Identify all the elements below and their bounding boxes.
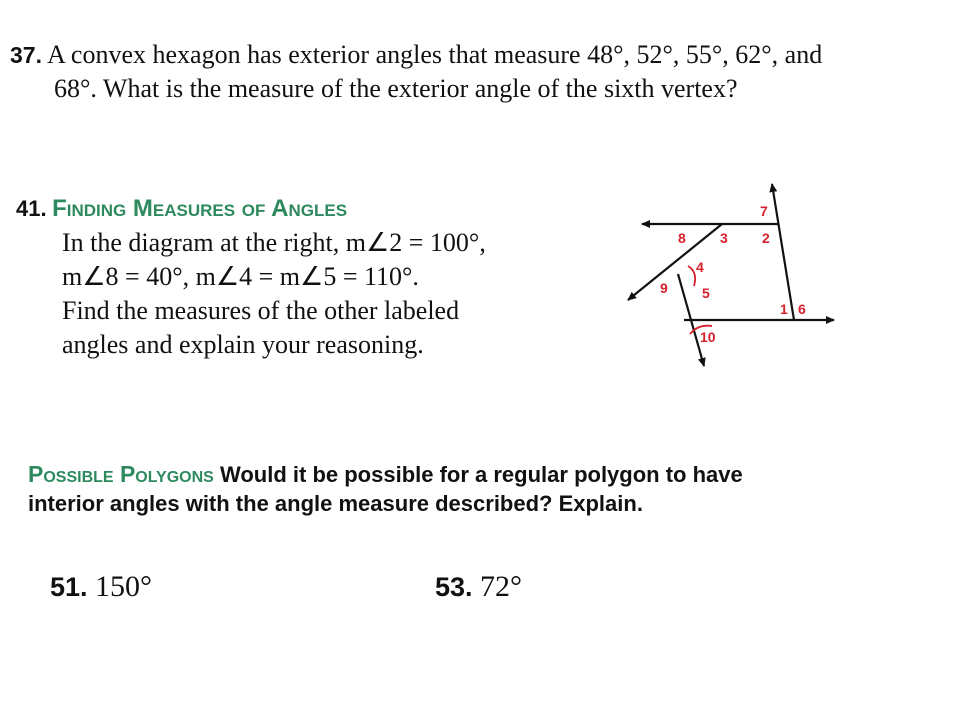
angle-label-2: 2 — [762, 230, 770, 246]
problem-text-line-2: m∠8 = 40°, m∠4 = m∠5 = 110°. — [62, 262, 419, 291]
angle-label-7: 7 — [760, 203, 768, 219]
problem-text-line-1: In the diagram at the right, m∠2 = 100°, — [62, 228, 486, 257]
angle-label-1: 1 — [780, 301, 788, 317]
problem-number: 37. — [10, 42, 42, 68]
right-line — [772, 184, 794, 320]
angle-label-9: 9 — [660, 280, 668, 296]
angle-label-6: 6 — [798, 301, 806, 317]
problem-title: Finding Measures of Angles — [52, 195, 348, 222]
problem-37 — [10, 38, 930, 106]
problem-text-line-3: Find the measures of the other labeled — [62, 296, 460, 325]
exercise-number: 51. — [50, 572, 88, 602]
exercise-51 — [50, 570, 152, 604]
problem-body — [16, 226, 576, 362]
angle-arc-4 — [688, 266, 695, 286]
problem-text-line-2: 68°. What is the measure of the exterior angle of the sixth vertex? — [54, 74, 738, 103]
problem-text-line-4: angles and explain your reasoning. — [62, 330, 424, 359]
exercise-53 — [435, 570, 522, 604]
angle-label-8: 8 — [678, 230, 686, 246]
angle-label-4: 4 — [696, 259, 704, 275]
possible-polygons-section — [28, 460, 928, 518]
problem-41 — [16, 192, 576, 362]
problem-number: 41. — [16, 196, 47, 221]
exercise-value: 72° — [480, 570, 523, 603]
section-title: Possible Polygons — [28, 461, 214, 487]
section-text-line-2: interior angles with the angle measure described? Explain. — [28, 491, 643, 516]
angle-label-3: 3 — [720, 230, 728, 246]
angle-label-10: 10 — [700, 329, 716, 345]
problem-text-line-1: A convex hexagon has exterior angles that measure 48°, 52°, 55°, 62°, and — [47, 40, 823, 69]
angle-label-5: 5 — [702, 285, 710, 301]
section-text-line-1: Would it be possible for a regular polygon to have — [219, 462, 743, 487]
angle-diagram — [614, 176, 844, 376]
exercise-number: 53. — [435, 572, 473, 602]
exercise-value: 150° — [95, 570, 153, 603]
